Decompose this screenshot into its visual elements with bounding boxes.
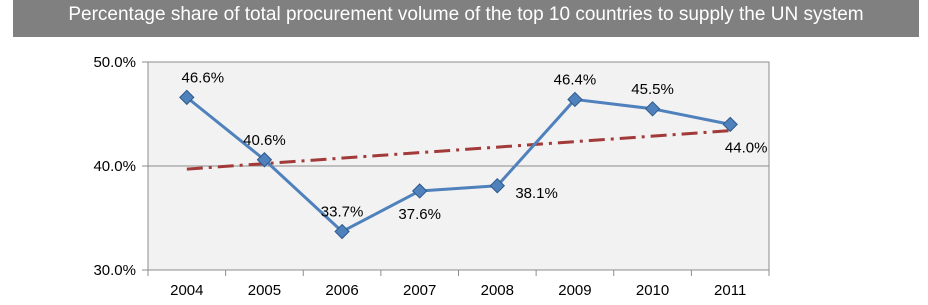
data-label-2008: 38.1% [515, 184, 558, 202]
data-label-2007: 37.6% [398, 205, 441, 223]
chart-title: Percentage share of total procurement volume of the top 10 countries to supply the UN system [13, 0, 919, 37]
x-tick-label: 2010 [635, 282, 670, 299]
data-label-2011: 44.0% [724, 139, 768, 157]
x-tick-label: 2006 [325, 282, 359, 299]
data-label-2005: 40.6% [243, 131, 286, 149]
x-tick-label: 2009 [558, 282, 592, 299]
data-label-2010: 45.5% [631, 80, 674, 98]
y-tick-label: 30.0% [93, 262, 136, 279]
x-tick-label: 2011 [714, 282, 747, 299]
x-tick-label: 2008 [480, 282, 514, 299]
x-tick-label: 2004 [170, 282, 204, 299]
data-label-2006: 33.7% [320, 203, 364, 221]
data-label-2004: 46.6% [181, 69, 225, 87]
x-tick-label: 2005 [247, 282, 282, 299]
y-tick-label: 40.0% [93, 158, 136, 175]
x-tick-label: 2007 [403, 282, 437, 299]
data-label-2009: 46.4% [553, 71, 597, 89]
y-tick-label: 50.0% [93, 54, 136, 71]
